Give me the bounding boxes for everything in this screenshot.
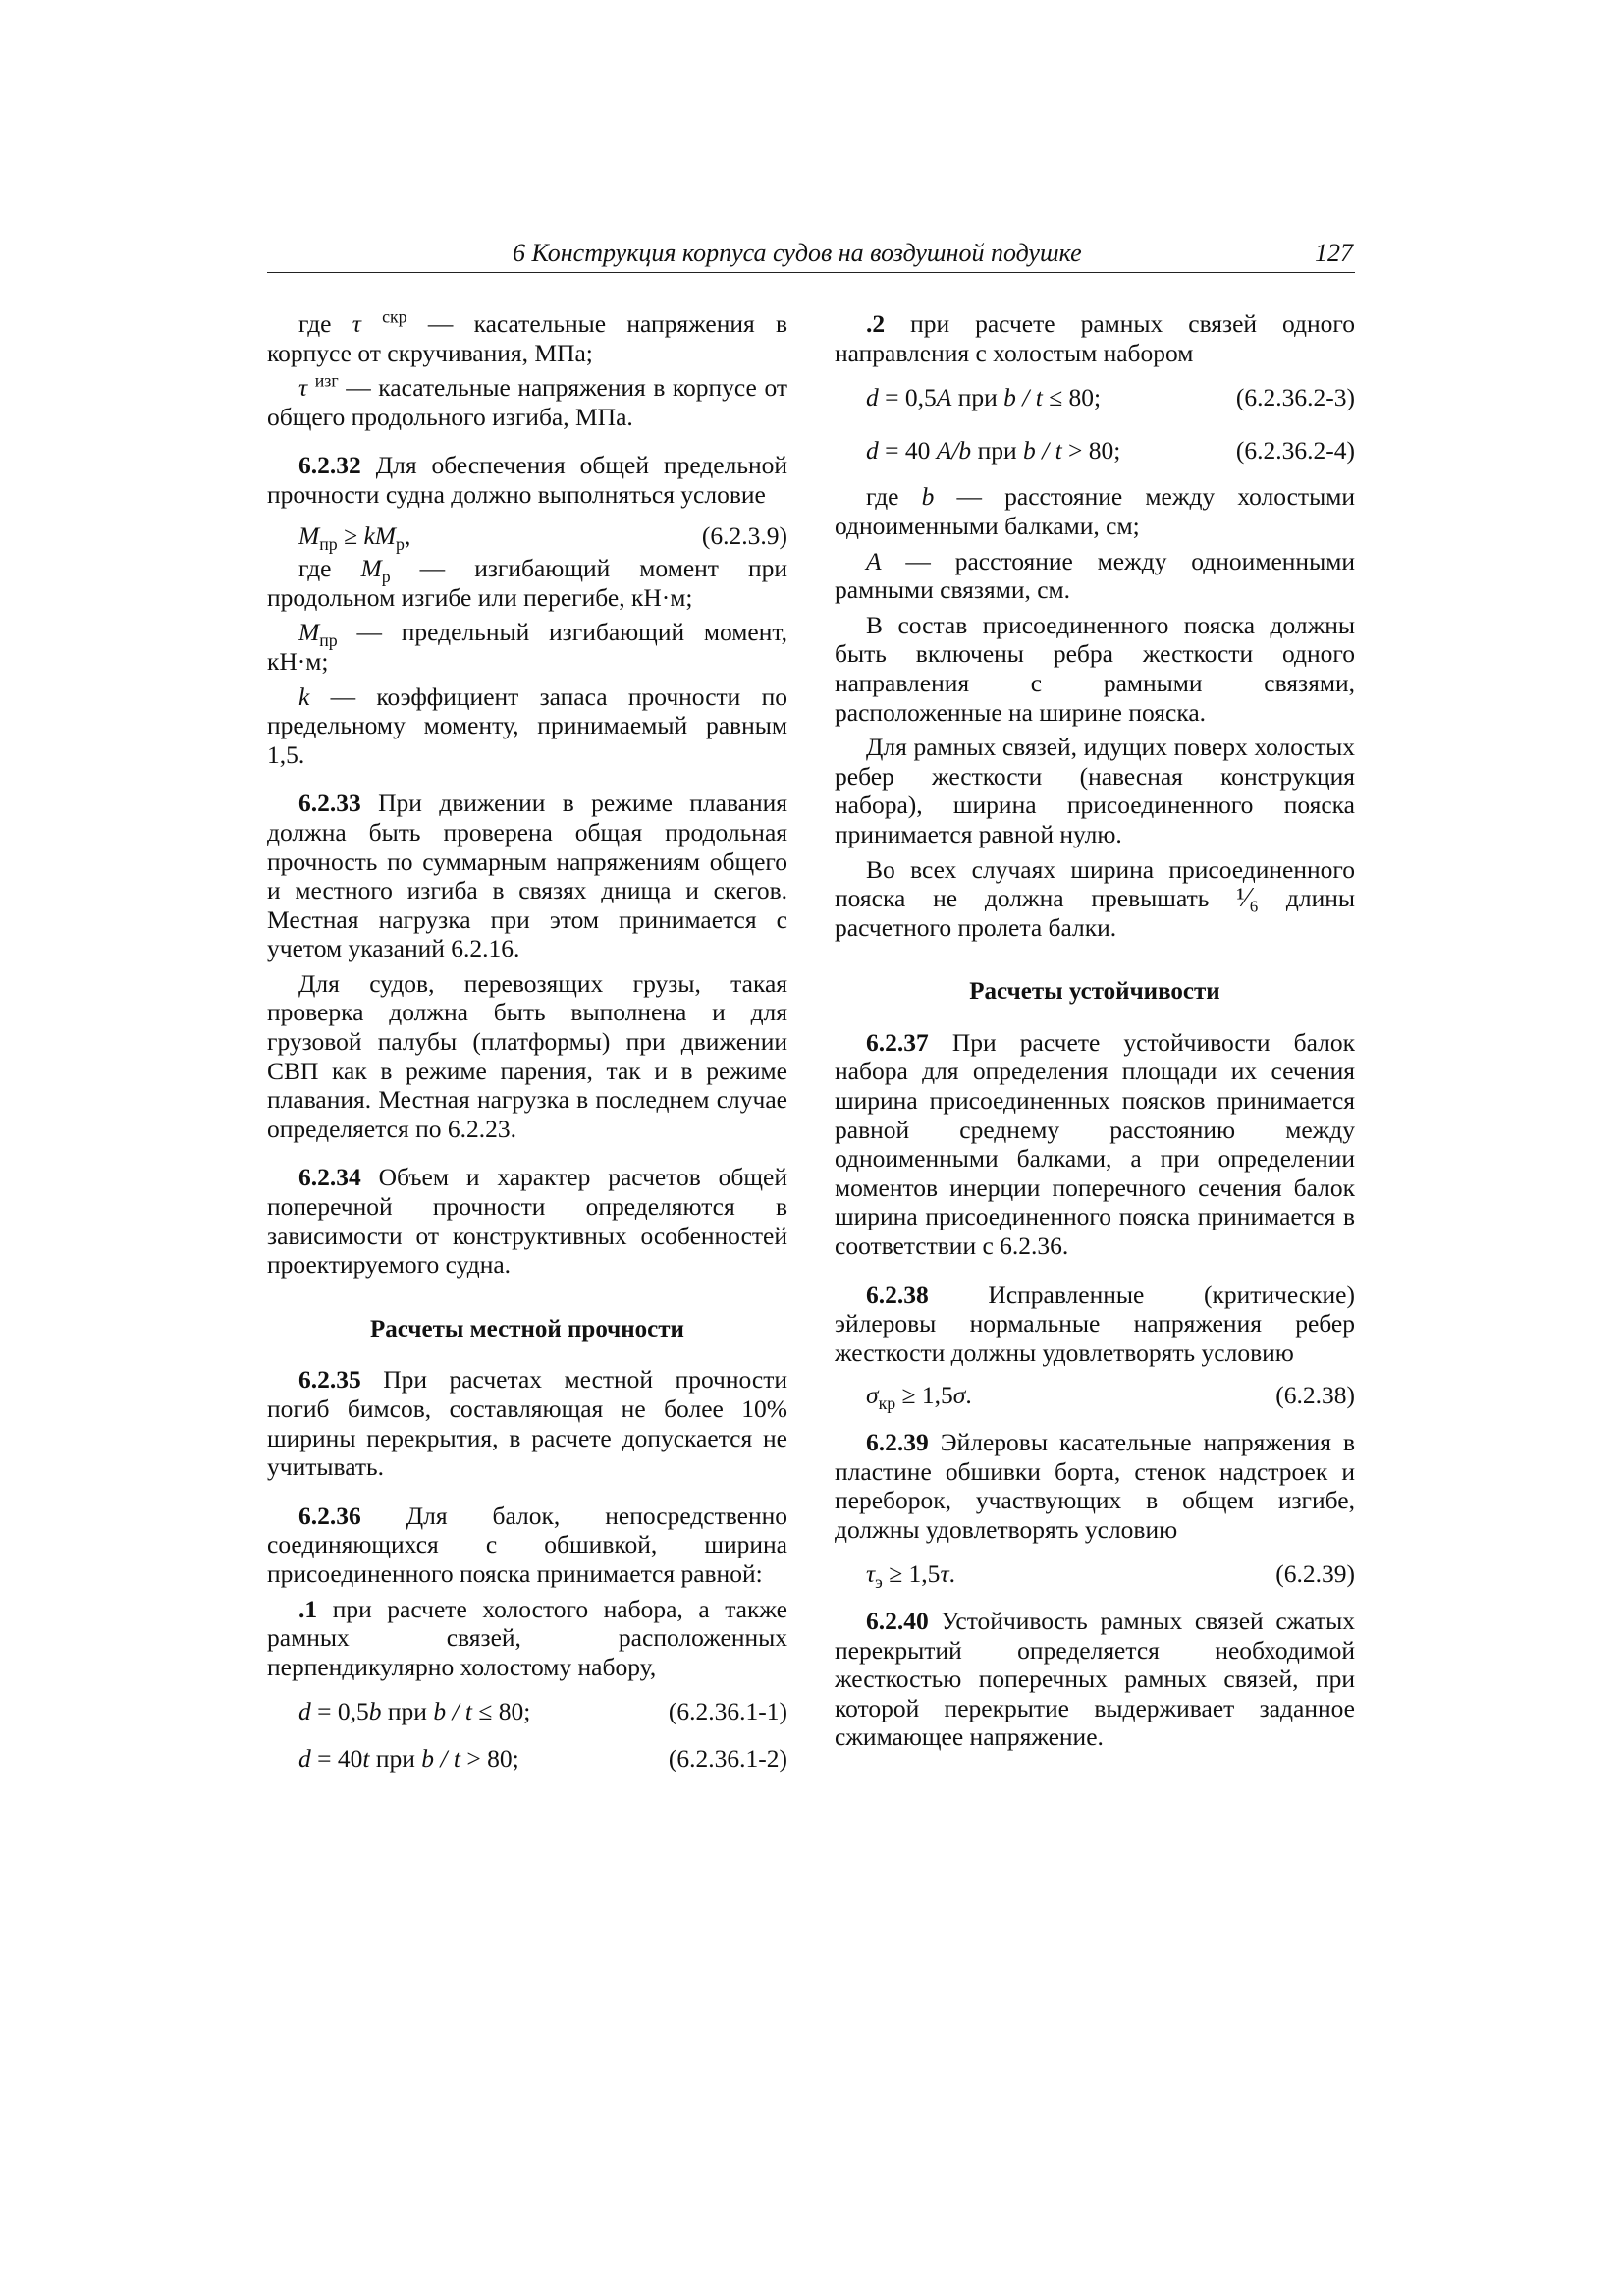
heading-stability: Расчеты устойчивости xyxy=(969,978,1220,1006)
section-6-2-36: 6.2.36 Для балок, непосредственно соединяющихся с обшивкой, ширина присоединенного пояска принимается равной: xyxy=(267,1501,787,1588)
paragraph-tau-bend: τ $^{изг}$ — касательные напряжения в корпусе от общего продольного изгиба, МПа. xyxy=(267,370,788,431)
paragraph-k: k — коэффициент запаса прочности по предельному моменту, принимаемый равным 1,5. xyxy=(267,682,787,769)
paragraph-flange: В состав присоединенного пояска должны быть включены ребра жесткости одного направления с рамными связями, расположенные на ширине пояска. xyxy=(835,610,1355,727)
paragraph-m-p: где $M_р$ — изгибающий момент при продольном изгибе или перегибе, кН·м; xyxy=(267,554,787,612)
paragraph-A-def: A — расстояние между одноименными рамными связями, см. xyxy=(835,546,1355,605)
formula-6-2-36-2-4: d = 40 A/b при b / t > 80; (6.2.36.2-4) xyxy=(866,435,1355,465)
equation-number: (6.2.39) xyxy=(1275,1559,1355,1589)
formula-6-2-36-1-2: d = 40t при b / t > 80; (6.2.36.1-2) xyxy=(298,1743,787,1773)
section-6-2-39: 6.2.39 Эйлеровы касательные напряжения в пластине обшивки борта, стенок надстроек и переборок, участвующих в общем изгибе, должны удовлетворять условию xyxy=(835,1428,1355,1544)
equation-number: (6.2.36.2-4) xyxy=(1235,435,1355,465)
equation-number: (6.2.36.1-1) xyxy=(668,1697,787,1726)
section-6-2-34: 6.2.34 Объем и характер расчетов общей поперечной прочности определяются в зависимости от конструктивных особенностей проектируемого судна. xyxy=(267,1163,787,1280)
item-2: .2 при расчете рамных связей одного направления с холостым набором xyxy=(835,309,1355,367)
equation-number: (6.2.36.1-2) xyxy=(668,1743,787,1773)
left-column xyxy=(267,306,788,1785)
formula-6-2-38: $\sigma_{кр} \ge 1,5\sigma$. (6.2.38) xyxy=(866,1381,1355,1414)
formula-6-2-39: $\tau_э \ge 1,5\tau$. (6.2.39) xyxy=(866,1559,1355,1593)
section-6-2-33: 6.2.33 При движении в режиме плавания должна быть проверена общая продольная прочность по суммарным напряжениям общего и местного изгиба в связях днища и скегов. Местная нагрузка при этом принимается с учетом указаний 6.2.16. xyxy=(267,789,787,963)
formula-6-2-36-2-3: d = 0,5A при b / t ≤ 80; (6.2.36.2-3) xyxy=(866,383,1355,412)
equation-number: (6.2.3.9) xyxy=(701,520,787,550)
section-6-2-32: 6.2.32 Для обеспечения общей предельной прочности судна должно выполняться условие xyxy=(267,451,787,509)
paragraph-m-pr: $M_{пр}$ — предельный изгибающий момент, кН·м; xyxy=(267,618,787,676)
heading-local-strength: Расчеты местной прочности xyxy=(370,1315,684,1342)
paragraph-all-cases: Во всех случаях ширина присоединенного пояска не должна превышать ¹⁄₆ длины расчетного пролета балки. xyxy=(835,854,1355,942)
formula-6-2-3-9: $M_{пр} \ge kM_р$, (6.2.3.9) xyxy=(298,520,787,554)
equation-number: (6.2.38) xyxy=(1275,1381,1355,1410)
running-title: 6 Конструкция корпуса судов на воздушной подушке xyxy=(513,239,1082,267)
formula-6-2-36-1-1: d = 0,5b при b / t ≤ 80; (6.2.36.1-1) xyxy=(298,1697,787,1726)
item-1: .1 при расчете холостого набора, а также рамных связей, расположенных перпендикулярно холостому набору, xyxy=(267,1594,787,1681)
section-6-2-40: 6.2.40 Устойчивость рамных связей сжатых перекрытий определяется необходимой жесткостью поперечных рамных связей, при которой перекрытие выдерживает заданное сжимающее напряжение. xyxy=(835,1606,1355,1752)
paragraph-tau-twist: где τ $^{скр}$ — касательные напряжения в корпусе от скручивания, МПа; xyxy=(267,306,787,367)
section-6-2-35: 6.2.35 При расчетах местной прочности погиб бимсов, составляющая не более 10% ширины перекрытия, в расчете допускается не учитывать. xyxy=(267,1365,787,1482)
paragraph-hinged: Для рамных связей, идущих поверх холостых ребер жесткости (навесная конструкция набора), ширина присоединенного пояска принимается равной нулю. xyxy=(835,733,1355,848)
section-6-2-38: 6.2.38 Исправленные (критические) эйлеровы нормальные напряжения ребер жесткости должны удовлетворять условию xyxy=(835,1280,1355,1367)
equation-number: (6.2.36.2-3) xyxy=(1235,383,1355,412)
section-6-2-37: 6.2.37 При расчете устойчивости балок набора для определения площади их сечения ширина присоединенных поясков принимается равной среднему расстоянию между одноименными балками, а при определении моментов инерции поперечного сечения балок ширина присоединенного пояска принимается в соответствии с 6.2.36. xyxy=(835,1027,1355,1261)
running-header xyxy=(267,239,1355,273)
paragraph-b-def: где b — расстояние между холостыми одноименными балками, см; xyxy=(835,482,1355,540)
right-column xyxy=(835,309,1355,1752)
section-6-2-33-p2: Для судов, перевозящих грузы, такая проверка должна быть выполнена и для грузовой палубы (платформы) при движении СВП как в режиме парения, так и в режиме плавания. Местная нагрузка в последнем случае определяется по 6.2.23. xyxy=(267,968,787,1143)
page-number: 127 xyxy=(1315,239,1353,267)
